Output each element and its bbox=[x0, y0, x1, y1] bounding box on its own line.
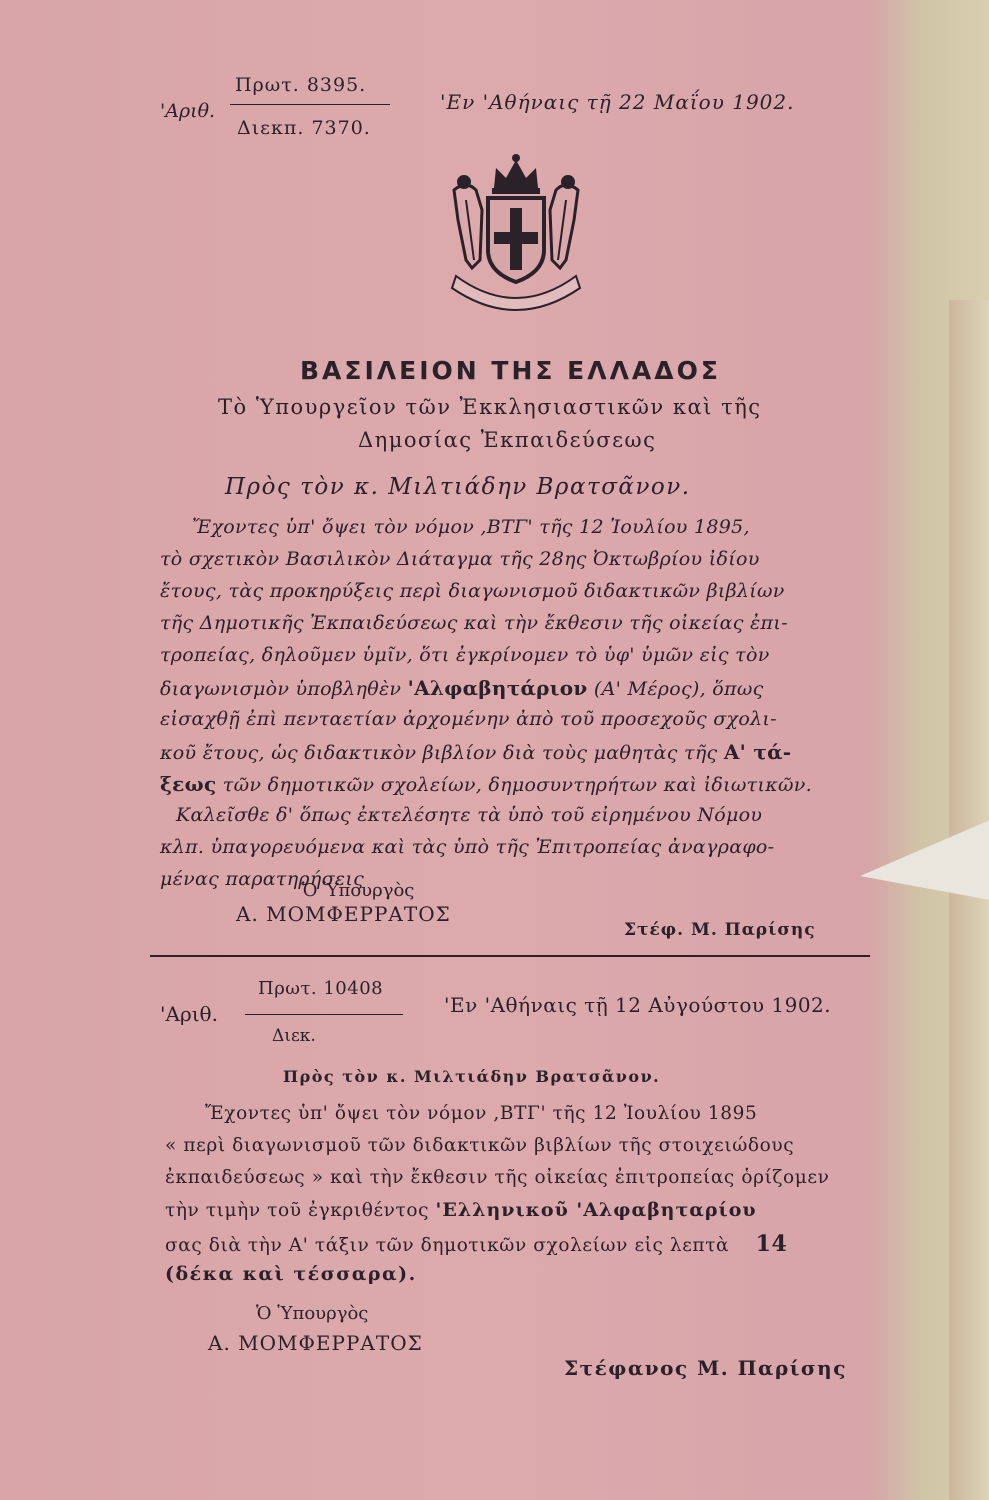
body1-line-9-text: τῶν δημοτικῶν σχολείων, δημοσυντηρήτων καὶ ἰδιωτικῶν. bbox=[222, 774, 812, 796]
body1-line-11: κλπ. ὑπαγορευόμενα καὶ τὰς ὑπὸ τῆς Ἐπιτροπείας ἀναγραφο- bbox=[160, 836, 775, 858]
book-part: (Α' Μέρος) bbox=[593, 678, 700, 700]
body2-line-4-text: τὴν τιμὴν τοῦ ἐγκριθέντος bbox=[165, 1200, 430, 1221]
price-words: (δέκα καὶ τέσσαρα). bbox=[165, 1263, 417, 1285]
grade-bold-2: ξεως bbox=[160, 772, 217, 796]
fraction-line-2 bbox=[245, 1014, 403, 1015]
secretary-signature-2: Στέφανος Μ. Παρίσης bbox=[564, 1356, 847, 1380]
protocol-number: Πρωτ. 8395. bbox=[235, 74, 367, 96]
addressee-2: Πρὸς τὸν κ. Μιλτιάδην Βρατσᾶνον. bbox=[283, 1067, 661, 1086]
body1-line-9 bbox=[160, 772, 812, 796]
body1-line-12: μένας παρατηρήσεις bbox=[160, 868, 365, 890]
protocol-number-2: Πρωτ. 10408 bbox=[258, 978, 384, 999]
body2-line-1: Ἔχοντες ὑπ' ὄψει τὸν νόμον ,ΒΤΓ' τῆς 12 Ἰουλίου 1895 bbox=[205, 1103, 758, 1124]
ministry-line-2: Δημοσίας Ἐκπαιδεύσεως bbox=[358, 428, 657, 452]
body1-line-7: εἰσαχθῇ ἐπὶ πενταετίαν ἀρχομένην ἀπὸ τοῦ προσεχοῦς σχολι- bbox=[160, 708, 777, 730]
body1-line-10: Καλεῖσθε δ' ὅπως ἐκτελέσητε τὰ ὑπὸ τοῦ εἰρημένου Νόμου bbox=[176, 804, 763, 826]
book-title-2: 'Ελληνικοῦ 'Αλφαβηταρίου bbox=[435, 1199, 757, 1221]
minister-name-1: Α. ΜΟΜΦΕΡΡΑΤΟΣ bbox=[236, 902, 451, 926]
price-number: 14 bbox=[755, 1231, 788, 1257]
minister-title-1: Ὁ Ὑπουργὸς bbox=[302, 880, 415, 901]
section-divider bbox=[150, 955, 870, 957]
body1-line-1: Ἔχοντες ὑπ' ὄψει τὸν νόμον ,ΒΤΓ' τῆς 12 Ἰουλίου 1895, bbox=[192, 516, 750, 538]
body1-line-8-text: κοῦ ἔτους, ὡς διδακτικὸν βιβλίον διὰ τοὺς μαθητὰς τῆς bbox=[160, 742, 718, 764]
place-date-2: 'Εν 'Αθήναις τῇ 12 Αὐγούστου 1902. bbox=[444, 993, 832, 1017]
minister-name-2: Α. ΜΟΜΦΕΡΡΑΤΟΣ bbox=[208, 1331, 423, 1355]
protocol-label-2: 'Αριθ. bbox=[160, 1002, 218, 1026]
fraction-line bbox=[230, 104, 390, 105]
dispatch-number: Διεκπ. 7370. bbox=[237, 117, 371, 139]
body1-line-2: τὸ σχετικὸν Βασιλικὸν Διάταγμα τῆς 28ης Ὀκτωβρίου ἰδίου bbox=[160, 548, 760, 570]
secretary-signature-1: Στέφ. Μ. Παρίσης bbox=[624, 920, 816, 940]
addressee-1: Πρὸς τὸν κ. Μιλτιάδην Βρατσᾶνον. bbox=[225, 474, 691, 500]
body1-line-5: τροπείας, δηλοῦμεν ὑμῖν, ὅτι ἐγκρίνομεν τὸ ὑφ' ὑμῶν εἰς τὸν bbox=[160, 644, 770, 666]
body2-line-2: « περὶ διαγωνισμοῦ τῶν διδακτικῶν βιβλίων τῆς στοιχειώδους bbox=[165, 1135, 795, 1156]
book-title-1: 'Αλφαβητάριον bbox=[407, 676, 588, 700]
body1-line-8 bbox=[160, 740, 791, 764]
body2-line-5 bbox=[165, 1231, 787, 1257]
body1-line-3: ἔτους, τὰς προκηρύξεις περὶ διαγωνισμοῦ διδακτικῶν βιβλίων bbox=[160, 580, 785, 602]
body2-line-3: ἐκπαιδεύσεως » καὶ τὴν ἔκθεσιν τῆς οἰκείας ἐπιτροπείας ὁρίζομεν bbox=[165, 1167, 830, 1188]
place-date: 'Εν 'Αθήναις τῇ 22 Μαΐου 1902. bbox=[440, 90, 795, 114]
grade-bold-1: Α' τά- bbox=[723, 740, 792, 764]
ministry-line-1: Τὸ Ὑπουργεῖον τῶν Ἐκκλησιαστικῶν καὶ τῆς bbox=[218, 395, 762, 419]
paper-tear bbox=[860, 820, 989, 900]
protocol-label: 'Αριθ. bbox=[160, 100, 216, 122]
coat-of-arms-emblem bbox=[436, 150, 596, 320]
kingdom-heading: ΒΑΣΙΛΕΙΟΝ ΤΗΣ ΕΛΛΑΔΟΣ bbox=[300, 356, 721, 385]
body1-line-6-text: διαγωνισμὸν ὑποβληθὲν bbox=[160, 678, 402, 700]
body1-line-6-end: , ὅπως bbox=[699, 678, 764, 700]
dispatch-label-2: Διεκ. bbox=[272, 1026, 316, 1046]
body2-line-4 bbox=[165, 1199, 757, 1221]
body1-line-4: τῆς Δημοτικῆς Ἐκπαιδεύσεως καὶ τὴν ἔκθεσιν τῆς οἰκείας ἐπι- bbox=[160, 612, 788, 634]
minister-title-2: Ὁ Ὑπουργὸς bbox=[256, 1303, 369, 1324]
torn-paper-edge bbox=[949, 300, 989, 1500]
body1-line-6 bbox=[160, 676, 764, 700]
body2-line-5-text: σας διὰ τὴν Α' τάξιν τῶν δημοτικῶν σχολείων εἰς λεπτὰ bbox=[165, 1235, 730, 1256]
